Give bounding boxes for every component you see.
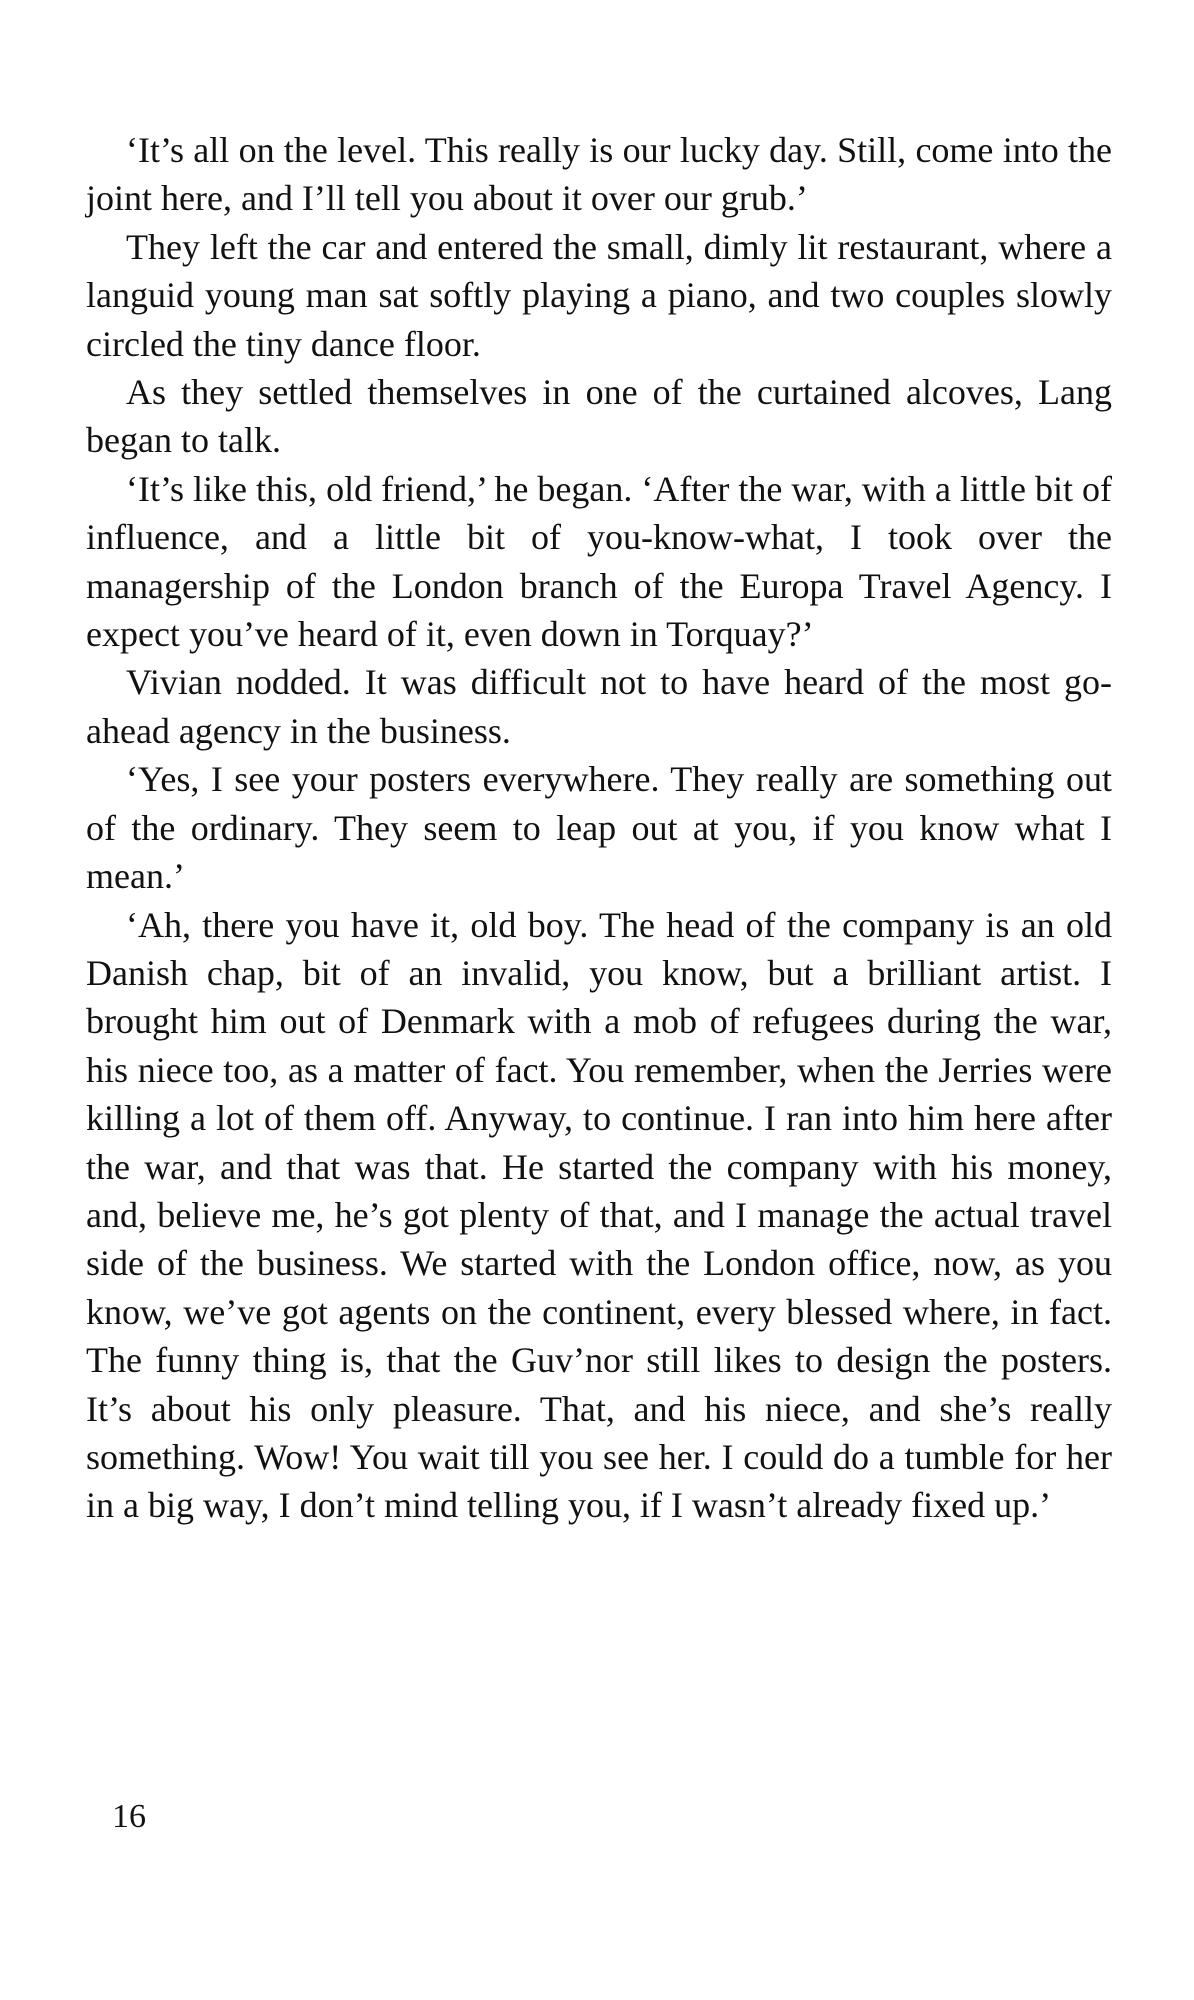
paragraph-6: ‘Yes, I see your posters everywhere. They really are something out of the ordinary. They seem to leap out at you, if you know what I mean.’ bbox=[86, 759, 1112, 897]
paragraph-7: ‘Ah, there you have it, old boy. The head of the company is an old Danish chap, bit of an invalid, you know, but a brilliant artist. I brought him out of Denmark with a mob of refugees during the war, his niece too, as a matter of fact. You remember, when the Jerries were killing a lot of them off. Anyway, to continue. I ran into him here after the war, and that was that. He started the company with his money, and, believe me, he’s got plenty of that, and I manage the actual travel side of the business. We started with the London office, now, as you know, we’ve got agents on the continent, every blessed where, in fact. The funny thing is, that the Guv’nor still likes to design the posters. It’s about his only pleasure. That, and his niece, and she’s really something. Wow! You wait till you see her. I could do a tumble for her in a big way, I don’t mind telling you, if I wasn’t already fixed up.’ bbox=[86, 904, 1112, 1526]
paragraph-4: ‘It’s like this, old friend,’ he began. ‘After the war, with a little bit of influence, and a little bit of you-know-what, I took over the managership of the London branch of the Europa Travel Agency. I expect you’ve heard of it, even down in Torquay?’ bbox=[86, 468, 1112, 655]
paragraph-2: They left the car and entered the small, dimly lit restaurant, where a languid young man sat softly playing a piano, and two couples slowly circled the tiny dance floor. bbox=[86, 226, 1112, 364]
paragraph-1: ‘It’s all on the level. This really is our lucky day. Still, come into the joint here, and I’ll tell you about it over our grub.’ bbox=[86, 130, 1112, 219]
page-number: 16 bbox=[112, 1798, 146, 1835]
paragraph-3: As they settled themselves in one of the curtained alcoves, Lang began to talk. bbox=[86, 372, 1112, 461]
page-body bbox=[86, 126, 1112, 1530]
paragraph-5: Vivian nodded. It was difficult not to have heard of the most go-ahead agency in the business. bbox=[86, 662, 1112, 751]
